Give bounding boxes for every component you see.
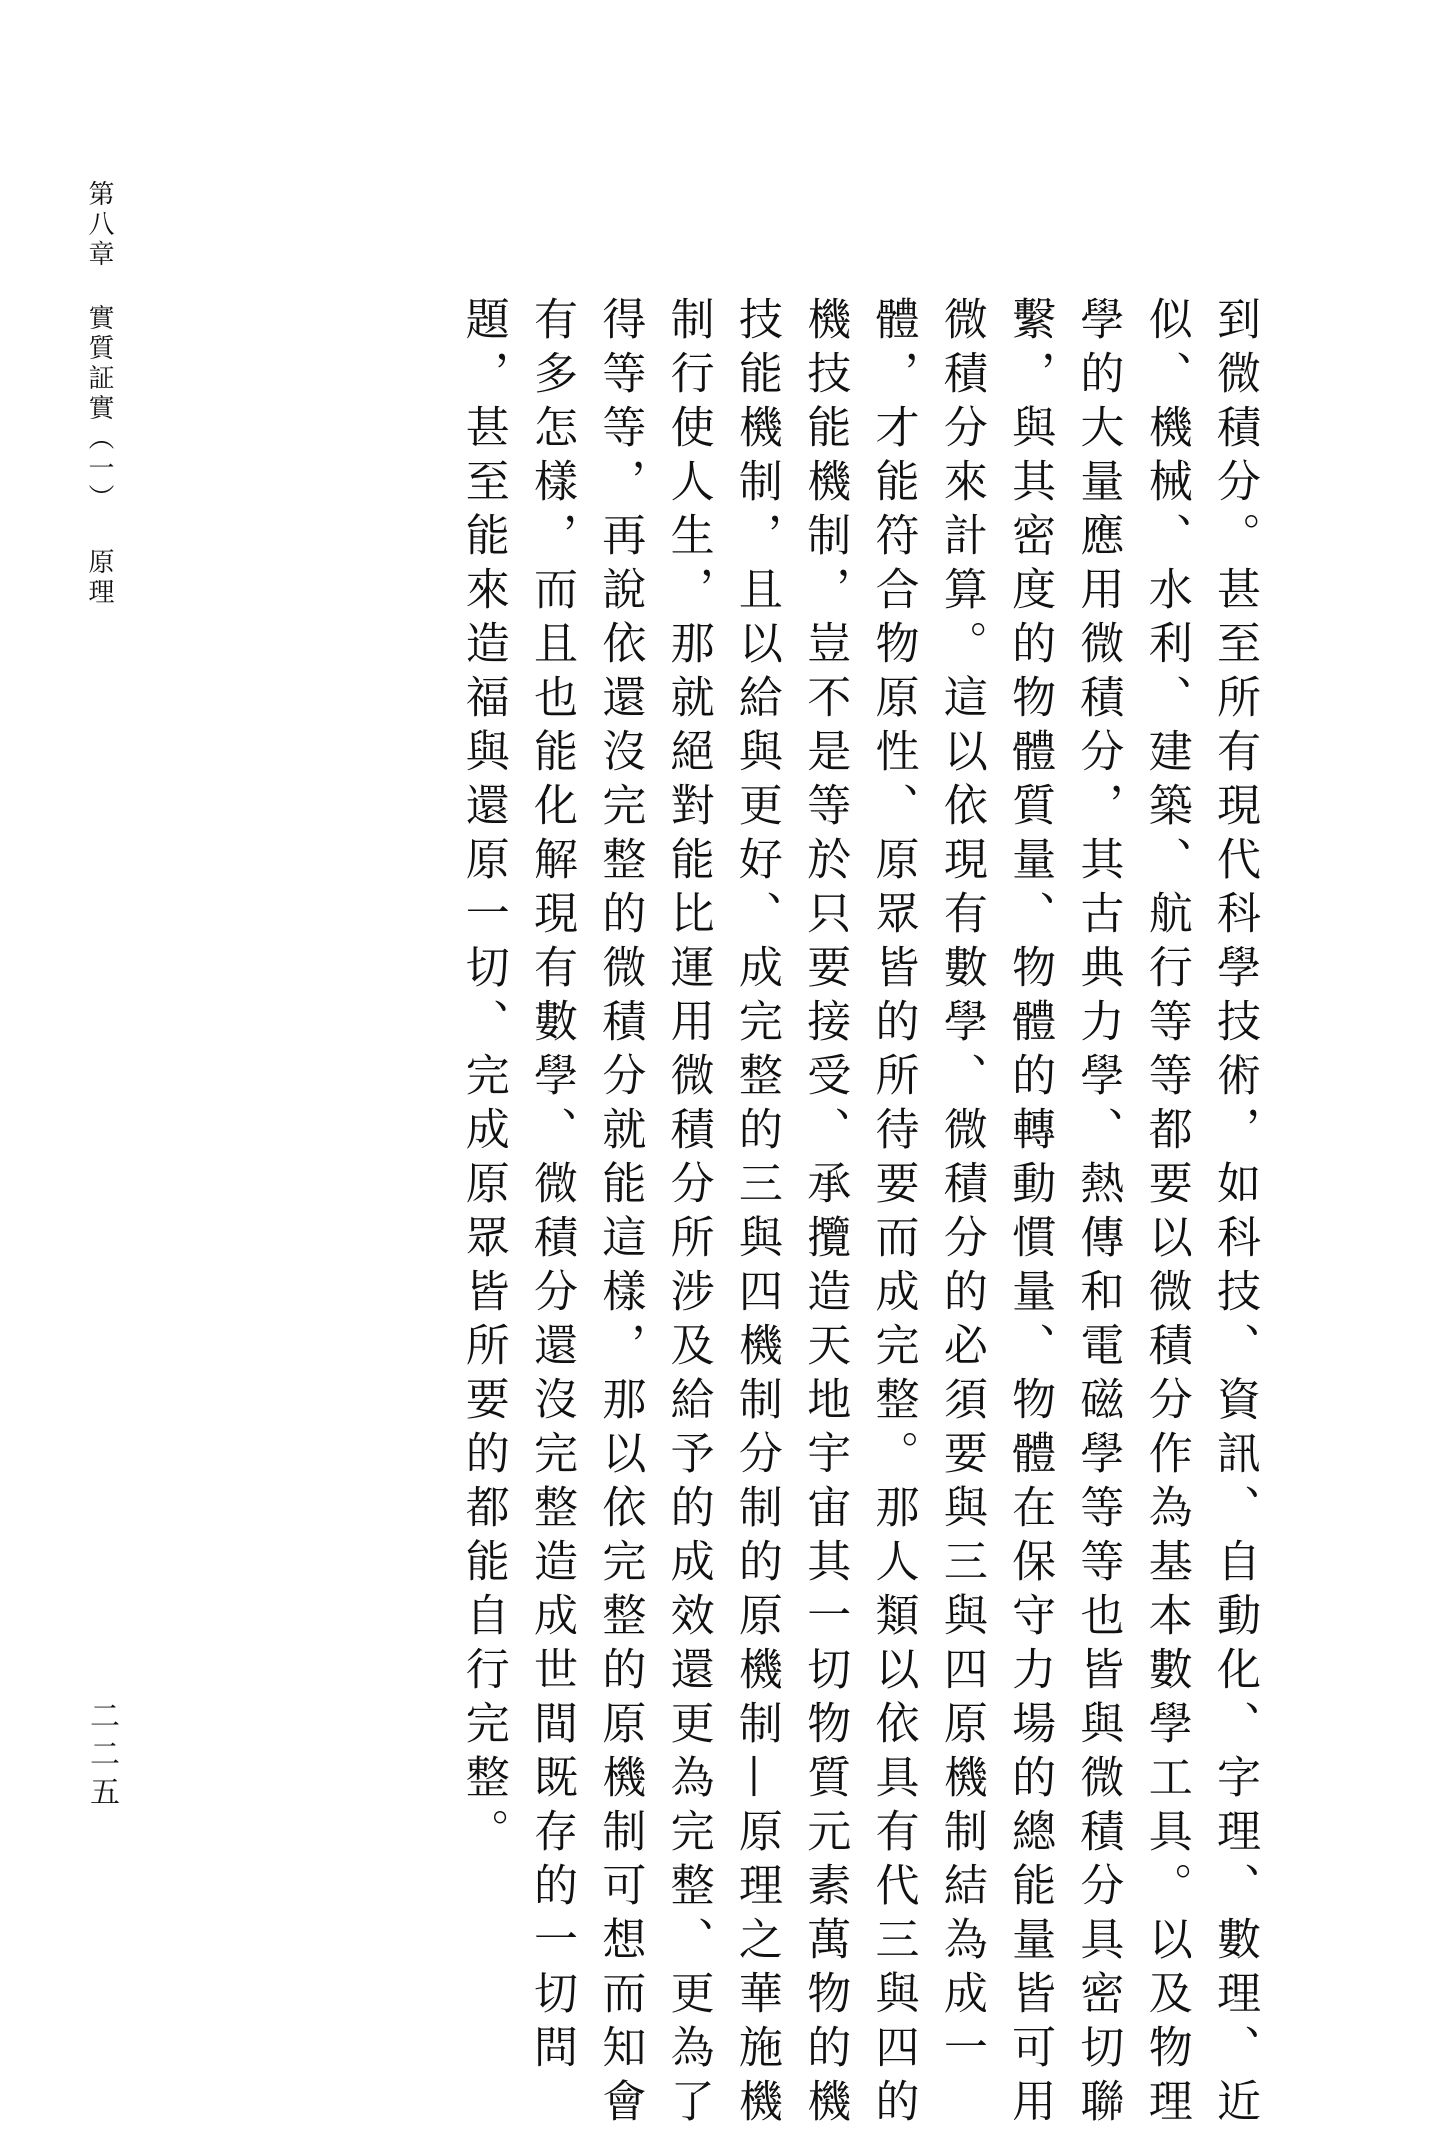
body-text <box>448 296 1268 2132</box>
page-number: 二二五 <box>84 1700 119 1814</box>
text-column: 似、機械、水利、建築、航行等等都要以微積分作為基本數學工具。以及物理 <box>1140 296 1192 2132</box>
text-column: 技能機制，且以給與更好、成完整的三與四機制分制的原機制—原理之華施機 <box>730 296 782 2132</box>
text-column: 體，才能符合物原性、原眾皆的所待要而成完整。那人類以依具有代三與四的 <box>867 296 919 2132</box>
topic-label: 原理 <box>84 548 114 608</box>
text-column: 題，甚至能來造福與還原一切、完成原眾皆所要的都能自行完整。 <box>457 296 509 1862</box>
chapter-label: 第八章 <box>84 180 114 270</box>
text-column: 微積分來計算。這以依現有數學、微積分的必須要與三與四原機制結為成一 <box>935 296 987 2078</box>
text-column: 有多怎樣，而且也能化解現有數學、微積分還沒完整造成世間既存的一切問 <box>526 296 578 2078</box>
text-column: 制行使人生，那就絕對能比運用微積分所涉及給予的成效還更為完整、更為了 <box>662 296 714 2132</box>
running-head <box>84 180 114 608</box>
section-title: 實質証實（一） <box>84 304 114 514</box>
text-column: 到微積分。甚至所有現代科學技術，如科技、資訊、自動化、字理、數理、近 <box>1209 296 1260 2132</box>
text-column: 機技能機制，豈不是等於只要接受、承攬造天地宇宙其一切物質元素萬物的機 <box>799 296 851 2132</box>
text-column: 繫，與其密度的物體質量、物體的轉動慣量、物體在保守力場的總能量皆可用 <box>1004 296 1056 2132</box>
text-column: 得等等，再說依還沒完整的微積分就能這樣，那以依完整的原機制可想而知會 <box>594 296 646 2132</box>
text-column: 學的大量應用微積分，其古典力學、熱傳和電磁學等等也皆與微積分具密切聯 <box>1072 296 1124 2132</box>
